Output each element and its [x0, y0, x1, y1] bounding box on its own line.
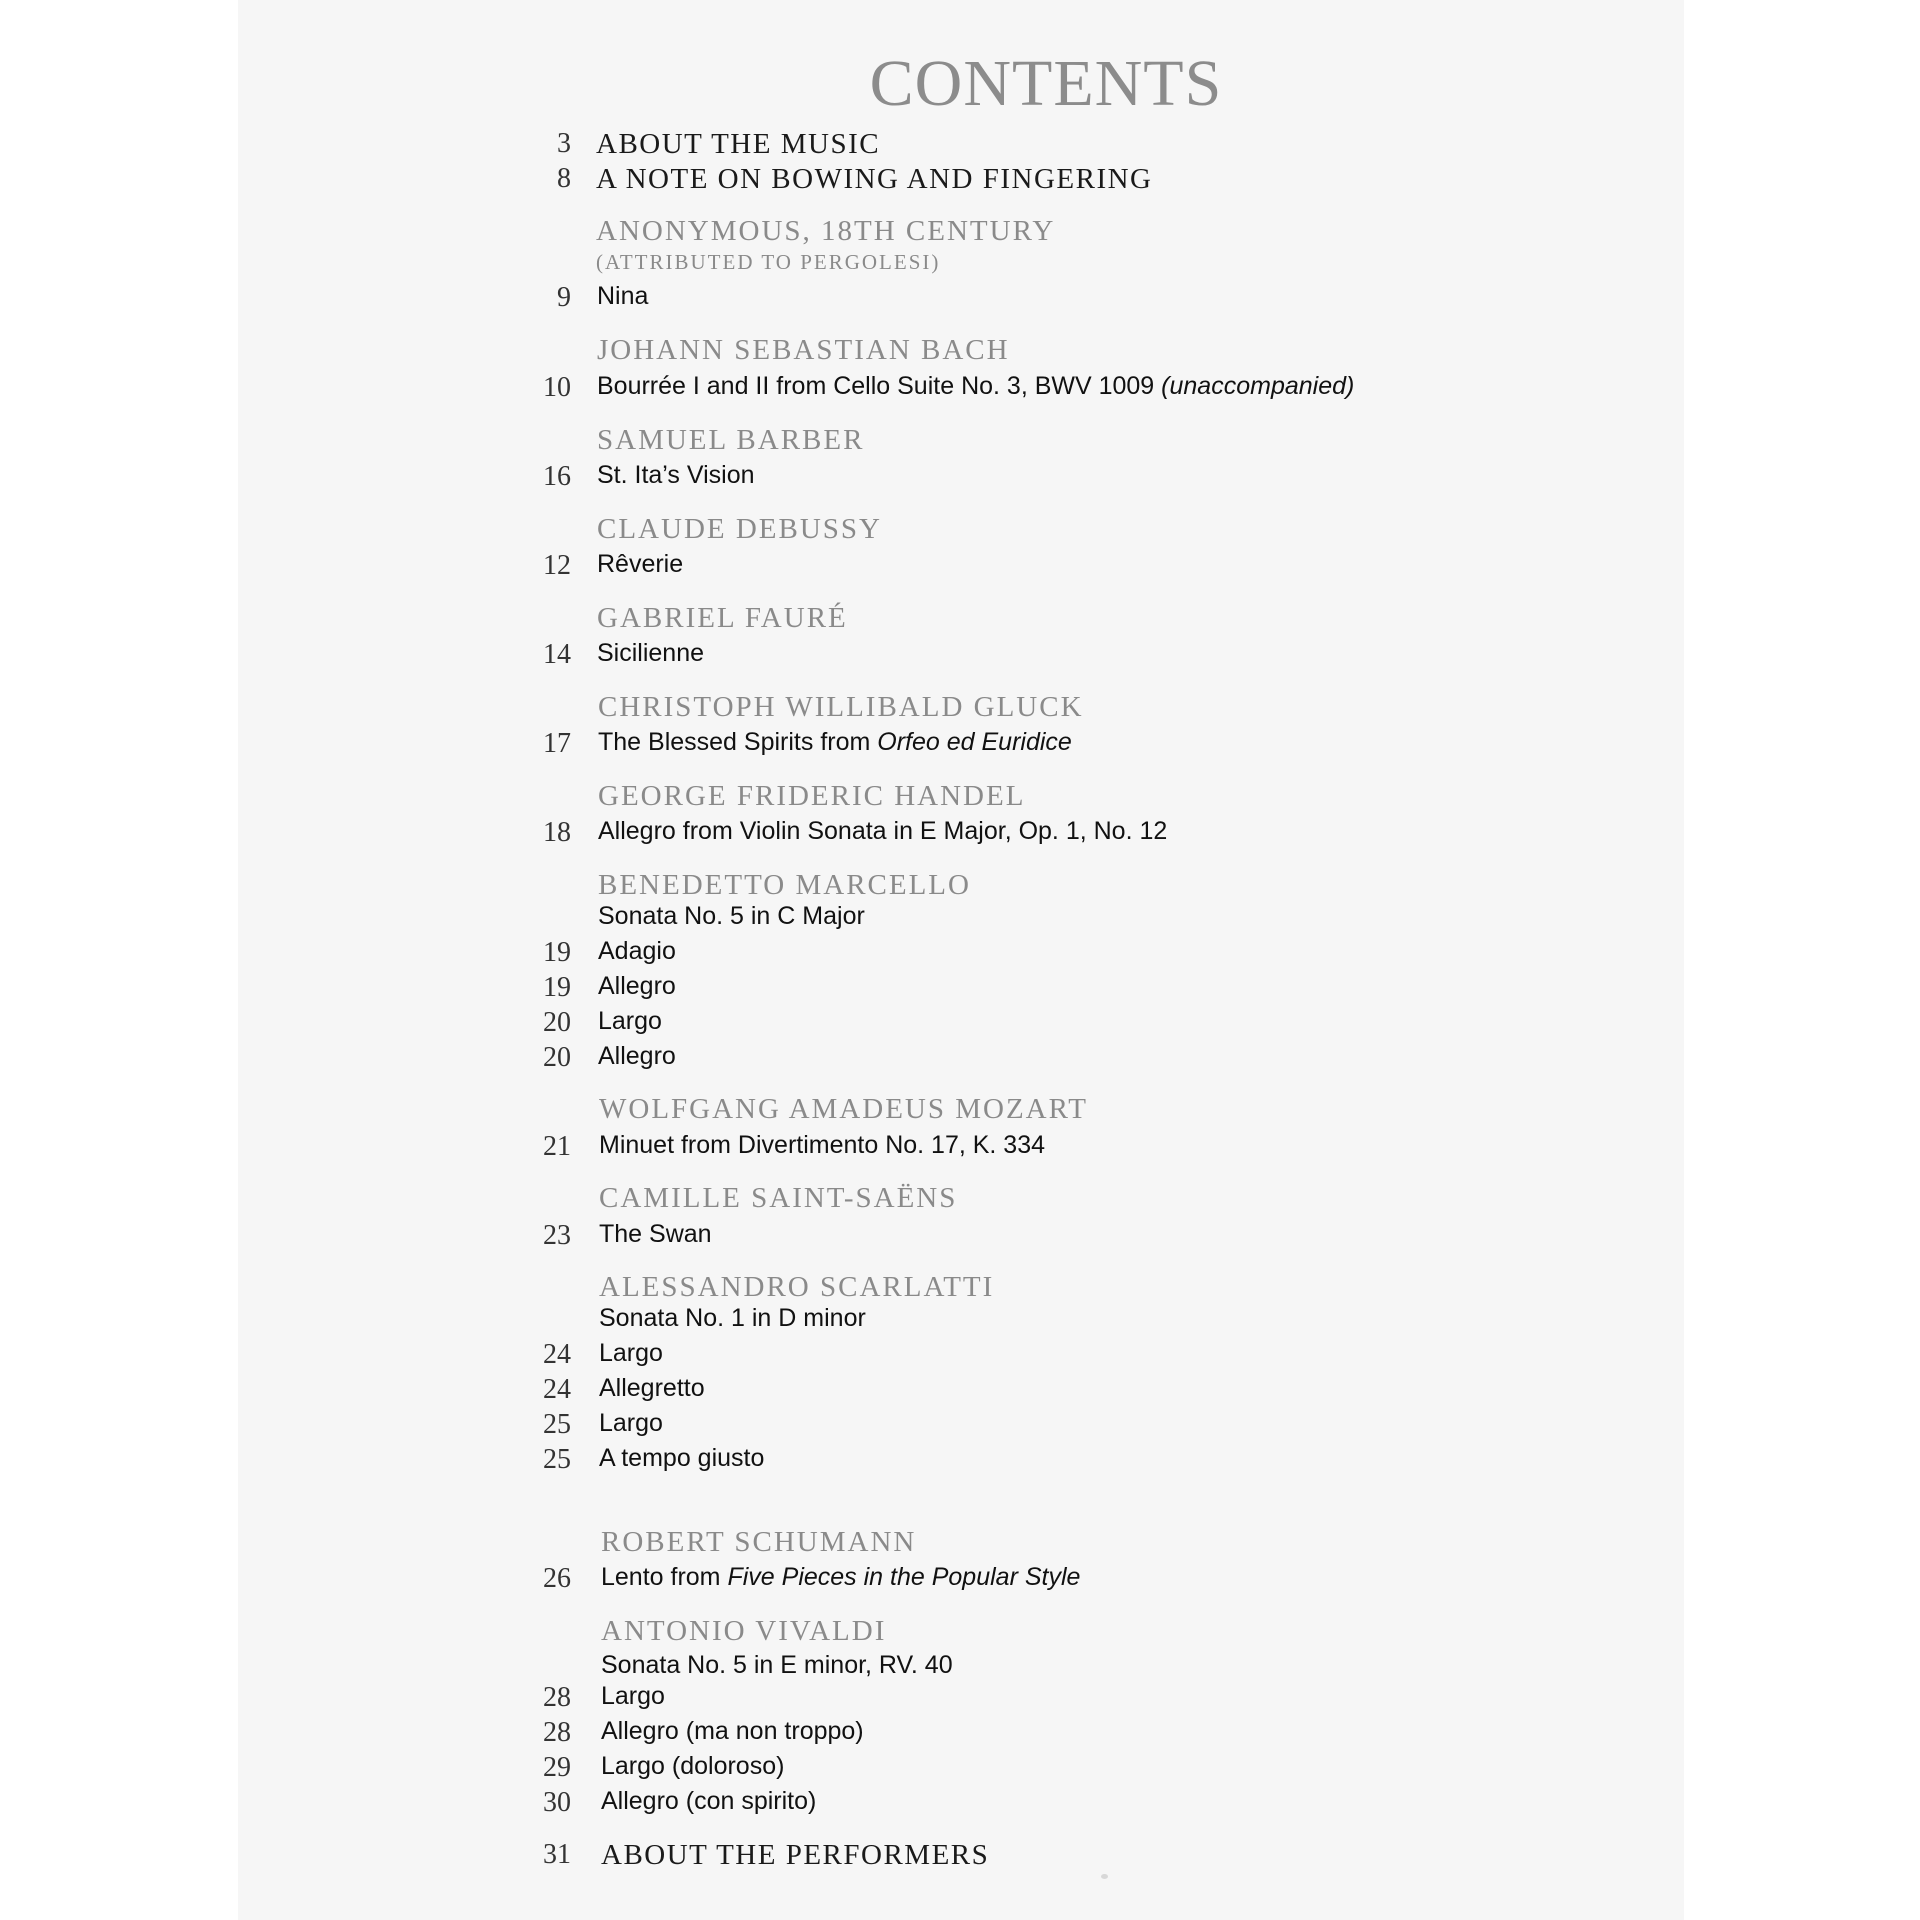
entry-label: Allegro (con spirito): [601, 1787, 817, 1815]
entry-label: St. Ita’s Vision: [597, 461, 755, 489]
toc-entry[interactable]: [0, 1444, 1920, 1484]
page-speck: [1101, 1874, 1108, 1879]
toc-entry[interactable]: [0, 817, 1920, 857]
composer-heading: JOHANN SEBASTIAN BACH: [597, 334, 1010, 366]
page-number: 18: [543, 817, 571, 848]
page-number: 26: [543, 1563, 571, 1594]
page-title: CONTENTS: [869, 47, 1223, 120]
toc-entry[interactable]: [0, 1682, 1920, 1722]
page-number: 24: [543, 1339, 571, 1370]
toc-entry[interactable]: [0, 937, 1920, 977]
toc-entry[interactable]: [0, 372, 1920, 412]
composer-heading: ROBERT SCHUMANN: [601, 1526, 917, 1558]
toc-entry[interactable]: [0, 1717, 1920, 1757]
entry-label: Nina: [597, 282, 649, 310]
composer-heading: ANTONIO VIVALDI: [601, 1615, 887, 1647]
entry-label: Allegro: [598, 1042, 676, 1070]
entry-label: Adagio: [598, 937, 676, 965]
page-number: 28: [543, 1717, 571, 1748]
entry-label: Allegro (ma non troppo): [601, 1717, 864, 1745]
toc-entry[interactable]: [0, 282, 1920, 322]
page-number: 23: [543, 1220, 571, 1251]
entry-label: Minuet from Divertimento No. 17, K. 334: [599, 1131, 1046, 1159]
work-heading: Sonata No. 1 in D minor: [599, 1304, 866, 1332]
toc-entry[interactable]: [0, 1007, 1920, 1047]
entry-label: Lento from Five Pieces in the Popular Style: [601, 1563, 1081, 1591]
entry-label: ABOUT THE MUSIC: [596, 128, 881, 160]
page-number: 8: [557, 163, 571, 194]
entry-label: A NOTE ON BOWING AND FINGERING: [596, 163, 1153, 195]
toc-entry[interactable]: [0, 1374, 1920, 1414]
page-number: 24: [543, 1374, 571, 1405]
page-number: 16: [543, 461, 571, 492]
page-number: 21: [543, 1131, 571, 1162]
page-number: 17: [543, 728, 571, 759]
toc-entry[interactable]: [0, 461, 1920, 501]
page-number: 14: [543, 639, 571, 670]
entry-label: A tempo giusto: [599, 1444, 765, 1472]
entry-label-italic: Five Pieces in the Popular Style: [727, 1563, 1081, 1591]
entry-label: The Blessed Spirits from Orfeo ed Euridice: [598, 728, 1072, 756]
toc-entry[interactable]: [0, 728, 1920, 768]
toc-entry[interactable]: [0, 163, 1920, 203]
composer-heading: GABRIEL FAURÉ: [597, 602, 848, 634]
entry-label: Largo: [601, 1682, 665, 1710]
page-number: 19: [543, 972, 571, 1003]
composer-heading: ANONYMOUS, 18TH CENTURY: [596, 215, 1056, 247]
entry-label: Rêverie: [597, 550, 684, 578]
entry-label: Allegretto: [599, 1374, 705, 1402]
entry-label: Largo (doloroso): [601, 1752, 785, 1780]
page-number: 3: [557, 128, 571, 159]
page-number: 28: [543, 1682, 571, 1713]
entry-label: ABOUT THE PERFORMERS: [601, 1839, 990, 1871]
composer-heading: ALESSANDRO SCARLATTI: [599, 1271, 995, 1303]
entry-label: Allegro from Violin Sonata in E Major, Op. 1, No. 12: [598, 817, 1168, 845]
toc-entry[interactable]: [0, 1220, 1920, 1260]
work-heading: Sonata No. 5 in E minor, RV. 40: [601, 1651, 953, 1679]
work-heading: Sonata No. 5 in C Major: [598, 902, 865, 930]
toc-entry[interactable]: [0, 550, 1920, 590]
toc-entry[interactable]: [0, 1839, 1920, 1879]
toc-entry[interactable]: [0, 1339, 1920, 1379]
entry-label-italic: Orfeo ed Euridice: [877, 728, 1072, 756]
toc-entry[interactable]: [0, 1787, 1920, 1827]
toc-entry[interactable]: [0, 972, 1920, 1012]
page-number: 25: [543, 1444, 571, 1475]
page-number: 12: [543, 550, 571, 581]
entry-label: Bourrée I and II from Cello Suite No. 3, BWV 1009 (unaccompanied): [597, 372, 1355, 400]
page-number: 31: [543, 1839, 571, 1870]
toc-entry[interactable]: [0, 128, 1920, 168]
page-number: 20: [543, 1007, 571, 1038]
composer-heading: WOLFGANG AMADEUS MOZART: [599, 1093, 1088, 1125]
toc-entry[interactable]: [0, 1752, 1920, 1792]
page-number: 20: [543, 1042, 571, 1073]
composer-heading: SAMUEL BARBER: [597, 424, 865, 456]
composer-heading: CAMILLE SAINT-SAËNS: [599, 1182, 958, 1214]
composer-heading: GEORGE FRIDERIC HANDEL: [598, 780, 1026, 812]
page-number: 10: [543, 372, 571, 403]
toc-entry[interactable]: [0, 1409, 1920, 1449]
entry-label: Sicilienne: [597, 639, 705, 667]
page-number: 29: [543, 1752, 571, 1783]
page-number: 19: [543, 937, 571, 968]
entry-label: The Swan: [599, 1220, 712, 1248]
page-number: 30: [543, 1787, 571, 1818]
composer-heading: CLAUDE DEBUSSY: [597, 513, 882, 545]
toc-entry[interactable]: [0, 1563, 1920, 1603]
entry-label: Allegro: [598, 972, 676, 1000]
composer-heading: BENEDETTO MARCELLO: [598, 869, 971, 901]
toc-entry[interactable]: [0, 1042, 1920, 1082]
toc-entry[interactable]: [0, 639, 1920, 679]
entry-label-italic: (unaccompanied): [1161, 372, 1355, 400]
page-number: 9: [557, 282, 571, 313]
entry-label: Largo: [599, 1339, 663, 1367]
entry-label: Largo: [598, 1007, 662, 1035]
composer-heading: CHRISTOPH WILLIBALD GLUCK: [598, 691, 1084, 723]
toc-entry[interactable]: [0, 1131, 1920, 1171]
page-number: 25: [543, 1409, 571, 1440]
composer-subheading: (ATTRIBUTED TO PERGOLESI): [596, 250, 941, 274]
entry-label: Largo: [599, 1409, 663, 1437]
